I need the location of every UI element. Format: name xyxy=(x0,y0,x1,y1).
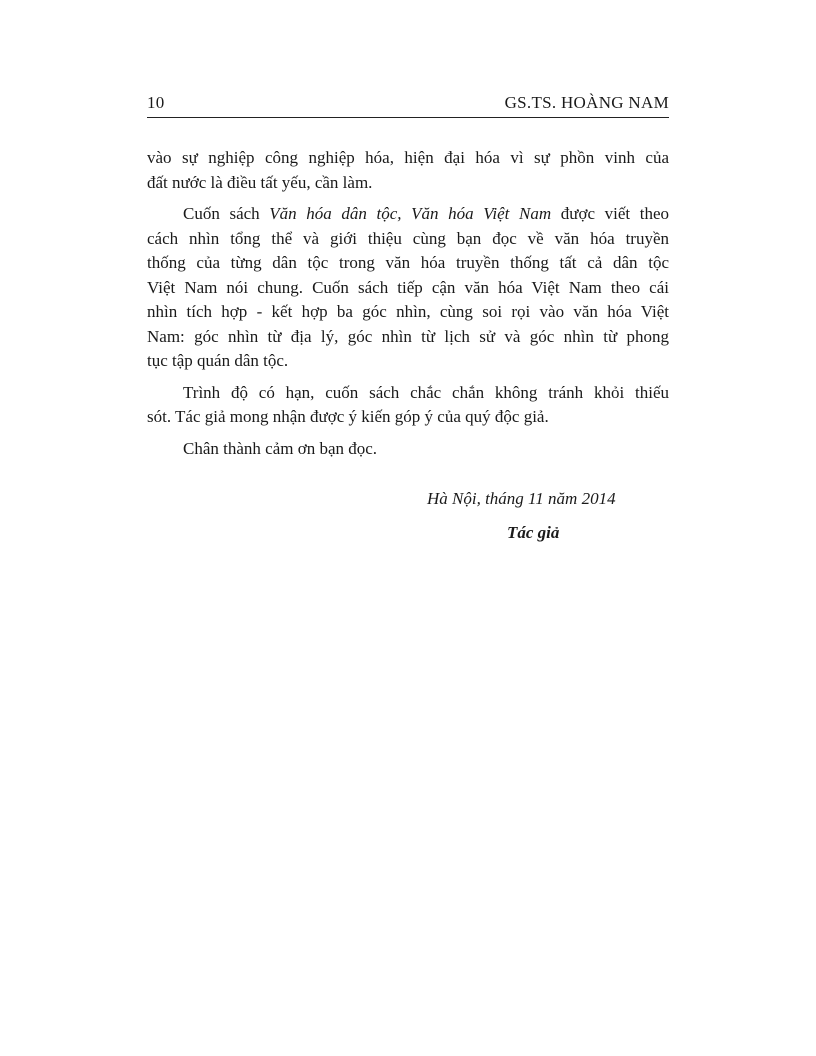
header-author: GS.TS. HOÀNG NAM xyxy=(504,93,669,112)
text-line: Chân thành cảm ơn bạn đọc. xyxy=(183,438,378,458)
text-line: Nam: góc nhìn từ địa lý, góc nhìn từ lịch sử và góc nhìn từ phong xyxy=(147,326,669,346)
text-line: thống của từng dân tộc trong văn hóa truyền thống tất cả dân tộc xyxy=(147,253,669,272)
paragraph-4 xyxy=(147,437,669,462)
text-line: sót. Tác giả mong nhận được ý kiến góp ý của quý độc giả. xyxy=(147,407,549,426)
page-number: 10 xyxy=(147,93,165,112)
book-title: Văn hóa dân tộc, Văn hóa Việt Nam xyxy=(269,204,552,223)
text-line: đất nước là điều tất yếu, cần làm. xyxy=(147,172,373,192)
place-date: Hà Nội, tháng 11 năm 2014 xyxy=(427,489,616,508)
text-line: vào sự nghiệp công nghiệp hóa, hiện đại hóa vì sự phồn vinh của xyxy=(147,148,669,167)
text-fragment: được viết theo xyxy=(551,204,669,223)
signature-author: Tác giả xyxy=(507,523,560,542)
running-header xyxy=(147,91,669,115)
text-line: Việt Nam nói chung. Cuốn sách tiếp cận văn hóa Việt Nam theo cái xyxy=(147,277,669,297)
header-rule xyxy=(147,117,669,118)
text-line xyxy=(147,202,669,227)
body-text xyxy=(147,146,669,461)
text-line: Trình độ có hạn, cuốn sách chắc chắn không tránh khỏi thiếu xyxy=(183,382,669,402)
paragraph-3 xyxy=(147,381,669,430)
text-fragment: Cuốn sách xyxy=(183,204,270,223)
text-line: cách nhìn tổng thể và giới thiệu cùng bạn đọc về văn hóa truyền xyxy=(147,228,669,248)
paragraph-2 xyxy=(147,202,669,374)
text-line: tục tập quán dân tộc. xyxy=(147,351,289,370)
paragraph-1 xyxy=(147,146,669,195)
text-line: nhìn tích hợp - kết hợp ba góc nhìn, cùng soi rọi vào văn hóa Việt xyxy=(147,302,669,321)
